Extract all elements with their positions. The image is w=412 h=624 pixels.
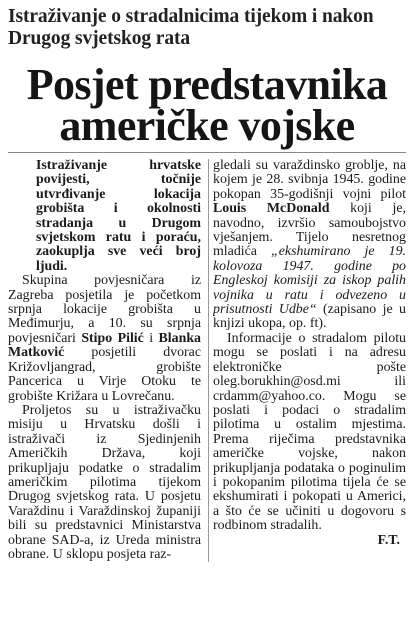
column-right [213,159,406,562]
column-divider [208,159,209,562]
article-headline: Posjet predstavnika američke vojske [26,60,388,150]
paragraph [213,159,406,332]
paragraph [8,274,201,404]
article-body [8,159,406,562]
article-lead: Istraživanje hrvatske povijesti, točnije utvrđivanje lokacija grobišta i okolnosti stradanja u Drugom svjetskom ratu i poraću, zaokuplja sve veći broj ljudi. [36,159,201,274]
quotation: „ekshumirano je 19. kolovoza 1947. godine po Engleskoj komisiji za iskop palih vojnika u ratu i odvezeno u prisutnosti Udbe“ [213,244,406,318]
headline-divider [8,152,406,153]
paragraph-text: koji je, navodno, izvršio samoubojstvo vješanjem. Tijelo nesretnog mladića [213,201,406,260]
person-name: Louis McDonald [213,201,330,217]
person-name: Stipo Pilić [81,330,144,346]
paragraph: Proljetos su u istraživačku misiju u Hrvatsku došli i istraživači iz Sjedinjenih Američkih Država, koji prikupljaju podatke o stradalim američkim pilotima tijekom Drugog svjetskog rata. U posjetu Varaždinu i Varaždinskoj županiji bili su predstavnici Ministarstva obrane SAD-a, iz Ureda ministra obrane. U sklopu posjeta raz- [8,402,201,562]
paragraph: Informacije o stradalom pilotu mogu se poslati i na adresu elektroničke pošte oleg.borukhin@osd.mi ili crdamm@yahoo.co. Mogu se poslati i podaci o stradalim pilotima u ostalim mjestima. Prema riječima predstavnika američke vojske, nakon prikupljanja podataka o poginulim i pokopanim pilotima tijela će se ekshumirati i pokopati u Americi, a što će se učiniti u dogovoru s rodbinom stradalih. [213,330,406,534]
person-name: Blanka Matković [8,330,201,361]
paragraph-text: (zapisano je u knjizi ukopa, op. ft). [213,302,406,332]
paragraph-text: Skupina povjesničara iz Zagreba posjetila je početkom srpnja lokacije grobišta u Međimurju, a 10. su srpnja povjesničari [8,273,201,346]
article-kicker: Istraživanje o stradalnicima tijekom i nakon Drugog svjetskog rata [8,6,374,49]
column-left [8,159,201,562]
paragraph-text: gledali su varaždinsko groblje, na kojem je 28. svibnja 1945. godine pokopan 35-godišnji vojni pilot [213,159,406,202]
author-signature: F.T. [377,532,400,548]
paragraph-text: i [143,330,159,346]
paragraph-text: posjetili dvorac Križovljangrad, grobište Pancerica u Virje Otoku te grobište Križara u Lovrečanu. [8,345,201,404]
